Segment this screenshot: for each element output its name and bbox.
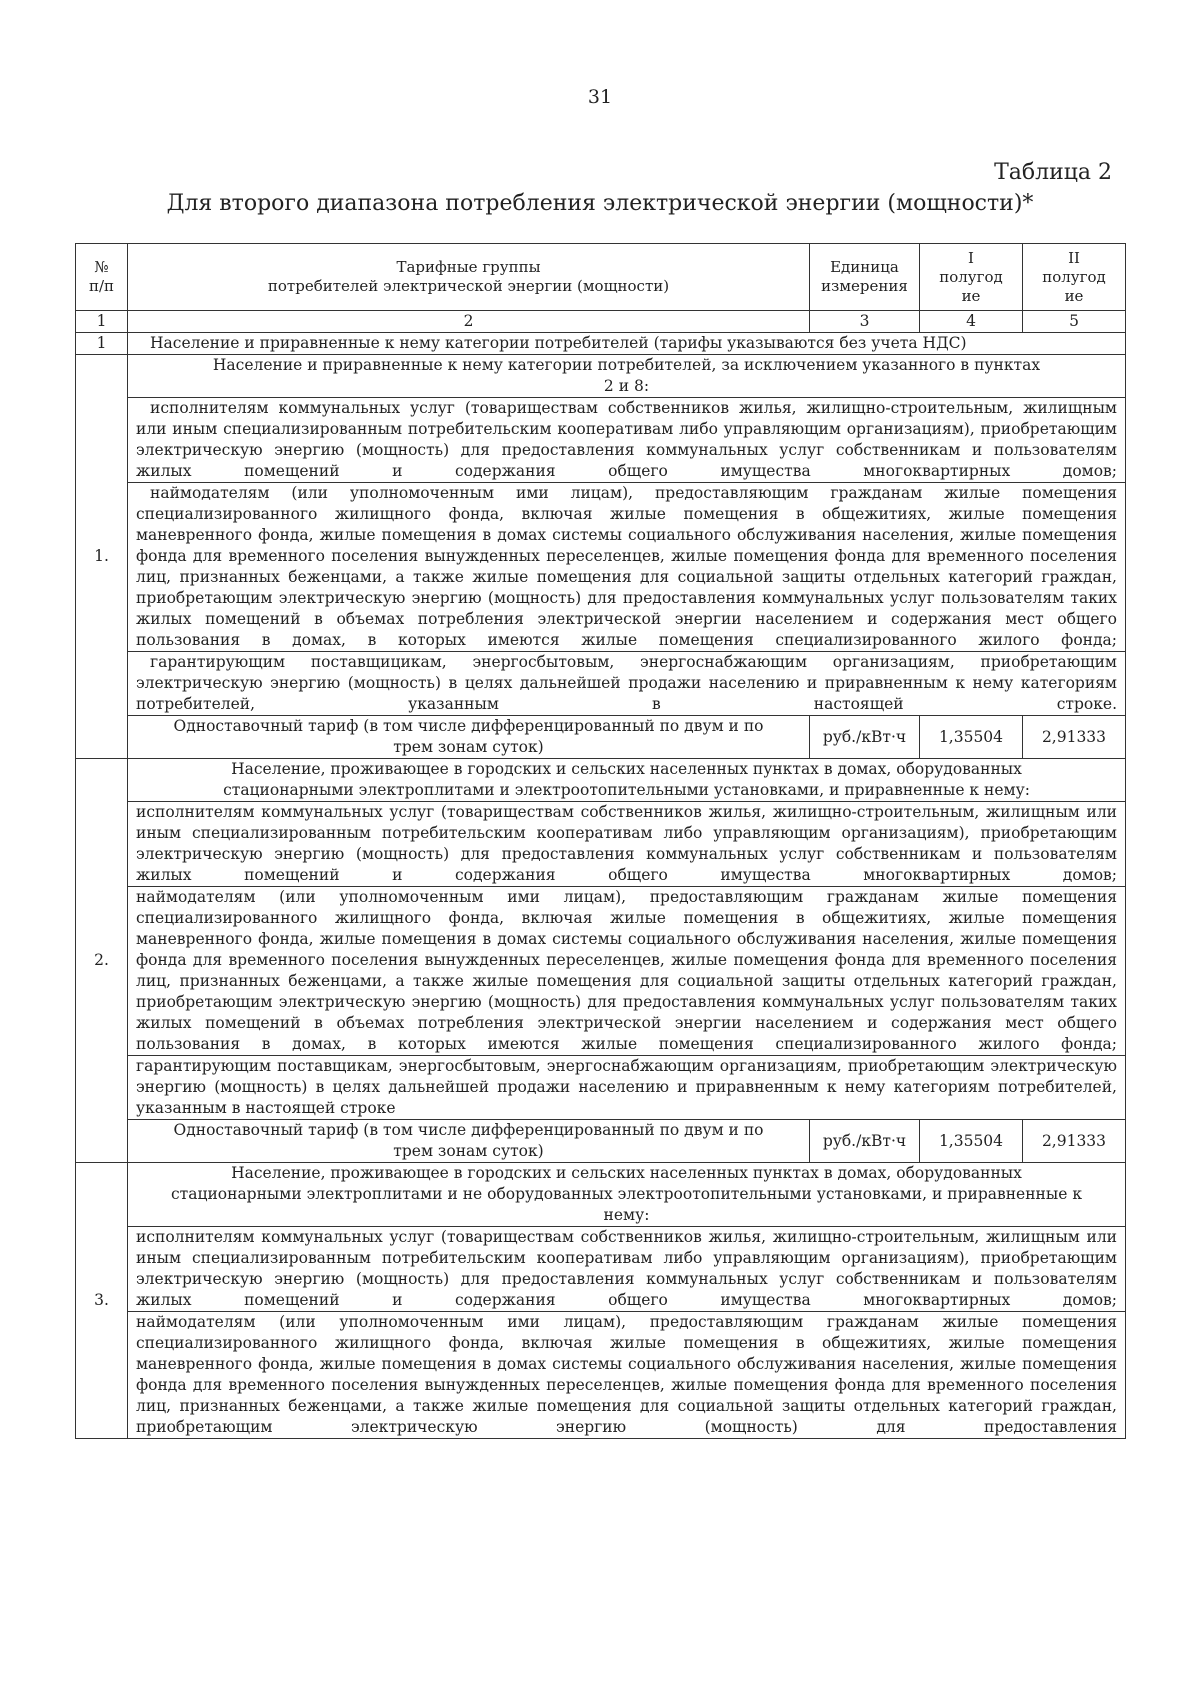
group-item-row — [76, 1312, 1126, 1439]
col-number: 1 — [76, 311, 128, 333]
section-title: Население и приравненные к нему категории потребителей (тарифы указываются без учета НДС) — [128, 333, 1126, 355]
col-number: 5 — [1023, 311, 1126, 333]
group-item-row — [76, 1227, 1126, 1312]
col-number: 4 — [920, 311, 1023, 333]
tariff-row — [76, 716, 1126, 759]
group-item: наймодателям (или уполномоченным ими лицам), предоставляющим гражданам жилые помещения специализированного жилищного фонда, включая жилые помещения в общежитиях, жилые помещения маневренного фонда, жилые помещения в домах системы социального обслуживания населения, жилые помещения фонда для временного поселения вынужденных переселенцев, жилые помещения фонда для временного поселения лиц, признанных беженцами, а также жилые помещения для социальной защиты отдельных категорий граждан, приобретающим электрическую энергию (мощность) для предоставления коммунальных услуг пользователям таких жилых помещений в объемах потребления электрической энергии населением и содержания мест общего пользования в домах, в которых имеются жилые помещения специализированного жилого фонда; — [128, 483, 1126, 652]
group-heading-row — [76, 355, 1126, 398]
group-heading: Население, проживающее в городских и сельских населенных пунктах в домах, оборудованных стационарными электроплитами и электроотопительными установками, и приравненные к нему: — [128, 759, 1126, 802]
column-number-row — [76, 311, 1126, 333]
group-item-row — [76, 887, 1126, 1056]
group-heading: Население и приравненные к нему категории потребителей, за исключением указанного в пунктах 2 и 8: — [128, 355, 1126, 398]
tariff-unit: руб./кВт·ч — [810, 716, 920, 759]
tariff-label: Одноставочный тариф (в том числе дифференцированный по двум и по трем зонам суток) — [128, 716, 810, 759]
page-number: 31 — [587, 86, 613, 108]
col-number: 3 — [810, 311, 920, 333]
group-heading-row — [76, 1163, 1126, 1227]
header-half2: II полугод ие — [1023, 244, 1126, 311]
group-item: наймодателям (или уполномоченным ими лицам), предоставляющим гражданам жилые помещения специализированного жилищного фонда, включая жилые помещения в общежитиях, жилые помещения маневренного фонда, жилые помещения в домах системы социального обслуживания населения, жилые помещения фонда для временного поселения вынужденных переселенцев, жилые помещения фонда для временного поселения лиц, признанных беженцами, а также жилые помещения для социальной защиты отдельных категорий граждан, приобретающим электрическую энергию (мощность) для предоставления — [128, 1312, 1126, 1439]
col-number: 2 — [128, 311, 810, 333]
group-number: 1. — [76, 355, 128, 759]
section-row — [76, 333, 1126, 355]
group-item-row — [76, 802, 1126, 887]
group-item-row — [76, 398, 1126, 483]
group-heading: Население, проживающее в городских и сельских населенных пунктах в домах, оборудованных стационарными электроплитами и не оборудованных электроотопительными установками, и приравненные к нему: — [128, 1163, 1126, 1227]
tariff-unit: руб./кВт·ч — [810, 1120, 920, 1163]
tariff-half1-value: 1,35504 — [920, 1120, 1023, 1163]
tariff-half2-value: 2,91333 — [1023, 1120, 1126, 1163]
tariff-half2-value: 2,91333 — [1023, 716, 1126, 759]
table-label: Таблица 2 — [994, 160, 1112, 185]
group-number: 2. — [76, 759, 128, 1163]
group-item: гарантирующим поставщикам, энергосбытовым, энергоснабжающим организациям, приобретающим электрическую энергию (мощность) в целях дальнейшей продажи населению и приравненным к нему категориям потребителей, указанным в настоящей строке — [128, 1056, 1126, 1120]
group-item: исполнителям коммунальных услуг (товариществам собственников жилья, жилищно-строительным, жилищным или иным специализированным потребительским кооперативам либо управляющим организациям), приобретающим электрическую энергию (мощность) для предоставления коммунальных услуг собственникам и пользователям жилых помещений и содержания общего имущества многоквартирных домов; — [128, 802, 1126, 887]
group-item: исполнителям коммунальных услуг (товариществам собственников жилья, жилищно-строительным, жилищным или иным специализированным потребительским кооперативам либо управляющим организациям), приобретающим электрическую энергию (мощность) для предоставления коммунальных услуг собственникам и пользователям жилых помещений и содержания общего имущества многоквартирных домов; — [128, 1227, 1126, 1312]
tariff-table — [75, 243, 1126, 1439]
tariff-half1-value: 1,35504 — [920, 716, 1023, 759]
header-half1: I полугод ие — [920, 244, 1023, 311]
table-title: Для второго диапазона потребления электрической энергии (мощности)* — [166, 191, 1034, 216]
group-item-row — [76, 483, 1126, 652]
group-item: наймодателям (или уполномоченным ими лицам), предоставляющим гражданам жилые помещения специализированного жилищного фонда, включая жилые помещения в общежитиях, жилые помещения маневренного фонда, жилые помещения в домах системы социального обслуживания населения, жилые помещения фонда для временного поселения вынужденных переселенцев, жилые помещения фонда для временного поселения лиц, признанных беженцами, а также жилые помещения для социальной защиты отдельных категорий граждан, приобретающим электрическую энергию (мощность) для предоставления коммунальных услуг пользователям таких жилых помещений в объемах потребления электрической энергии населением и содержания мест общего пользования в домах, в которых имеются жилые помещения специализированного жилого фонда; — [128, 887, 1126, 1056]
tariff-row — [76, 1120, 1126, 1163]
group-item: гарантирующим поставщицикам, энергосбытовым, энергоснабжающим организациям, приобретающим электрическую энергию (мощность) в целях дальнейшей продажи населению и приравненным к нему категориям потребителей, указанным в настоящей строке. — [128, 652, 1126, 716]
header-groups: Тарифные группы потребителей электрической энергии (мощности) — [128, 244, 810, 311]
header-unit: Единица измерения — [810, 244, 920, 311]
group-item-row — [76, 652, 1126, 716]
header-row — [76, 244, 1126, 311]
tariff-label: Одноставочный тариф (в том числе дифференцированный по двум и по трем зонам суток) — [128, 1120, 810, 1163]
group-item: исполнителям коммунальных услуг (товариществам собственников жилья, жилищно-строительным, жилищным или иным специализированным потребительским кооперативам либо управляющим организациям), приобретающим электрическую энергию (мощность) для предоставления коммунальных услуг собственникам и пользователям жилых помещений и содержания общего имущества многоквартирных домов; — [128, 398, 1126, 483]
group-item-row — [76, 1056, 1126, 1120]
group-heading-row — [76, 759, 1126, 802]
header-no: № п/п — [76, 244, 128, 311]
section-number: 1 — [76, 333, 128, 355]
group-number: 3. — [76, 1163, 128, 1439]
